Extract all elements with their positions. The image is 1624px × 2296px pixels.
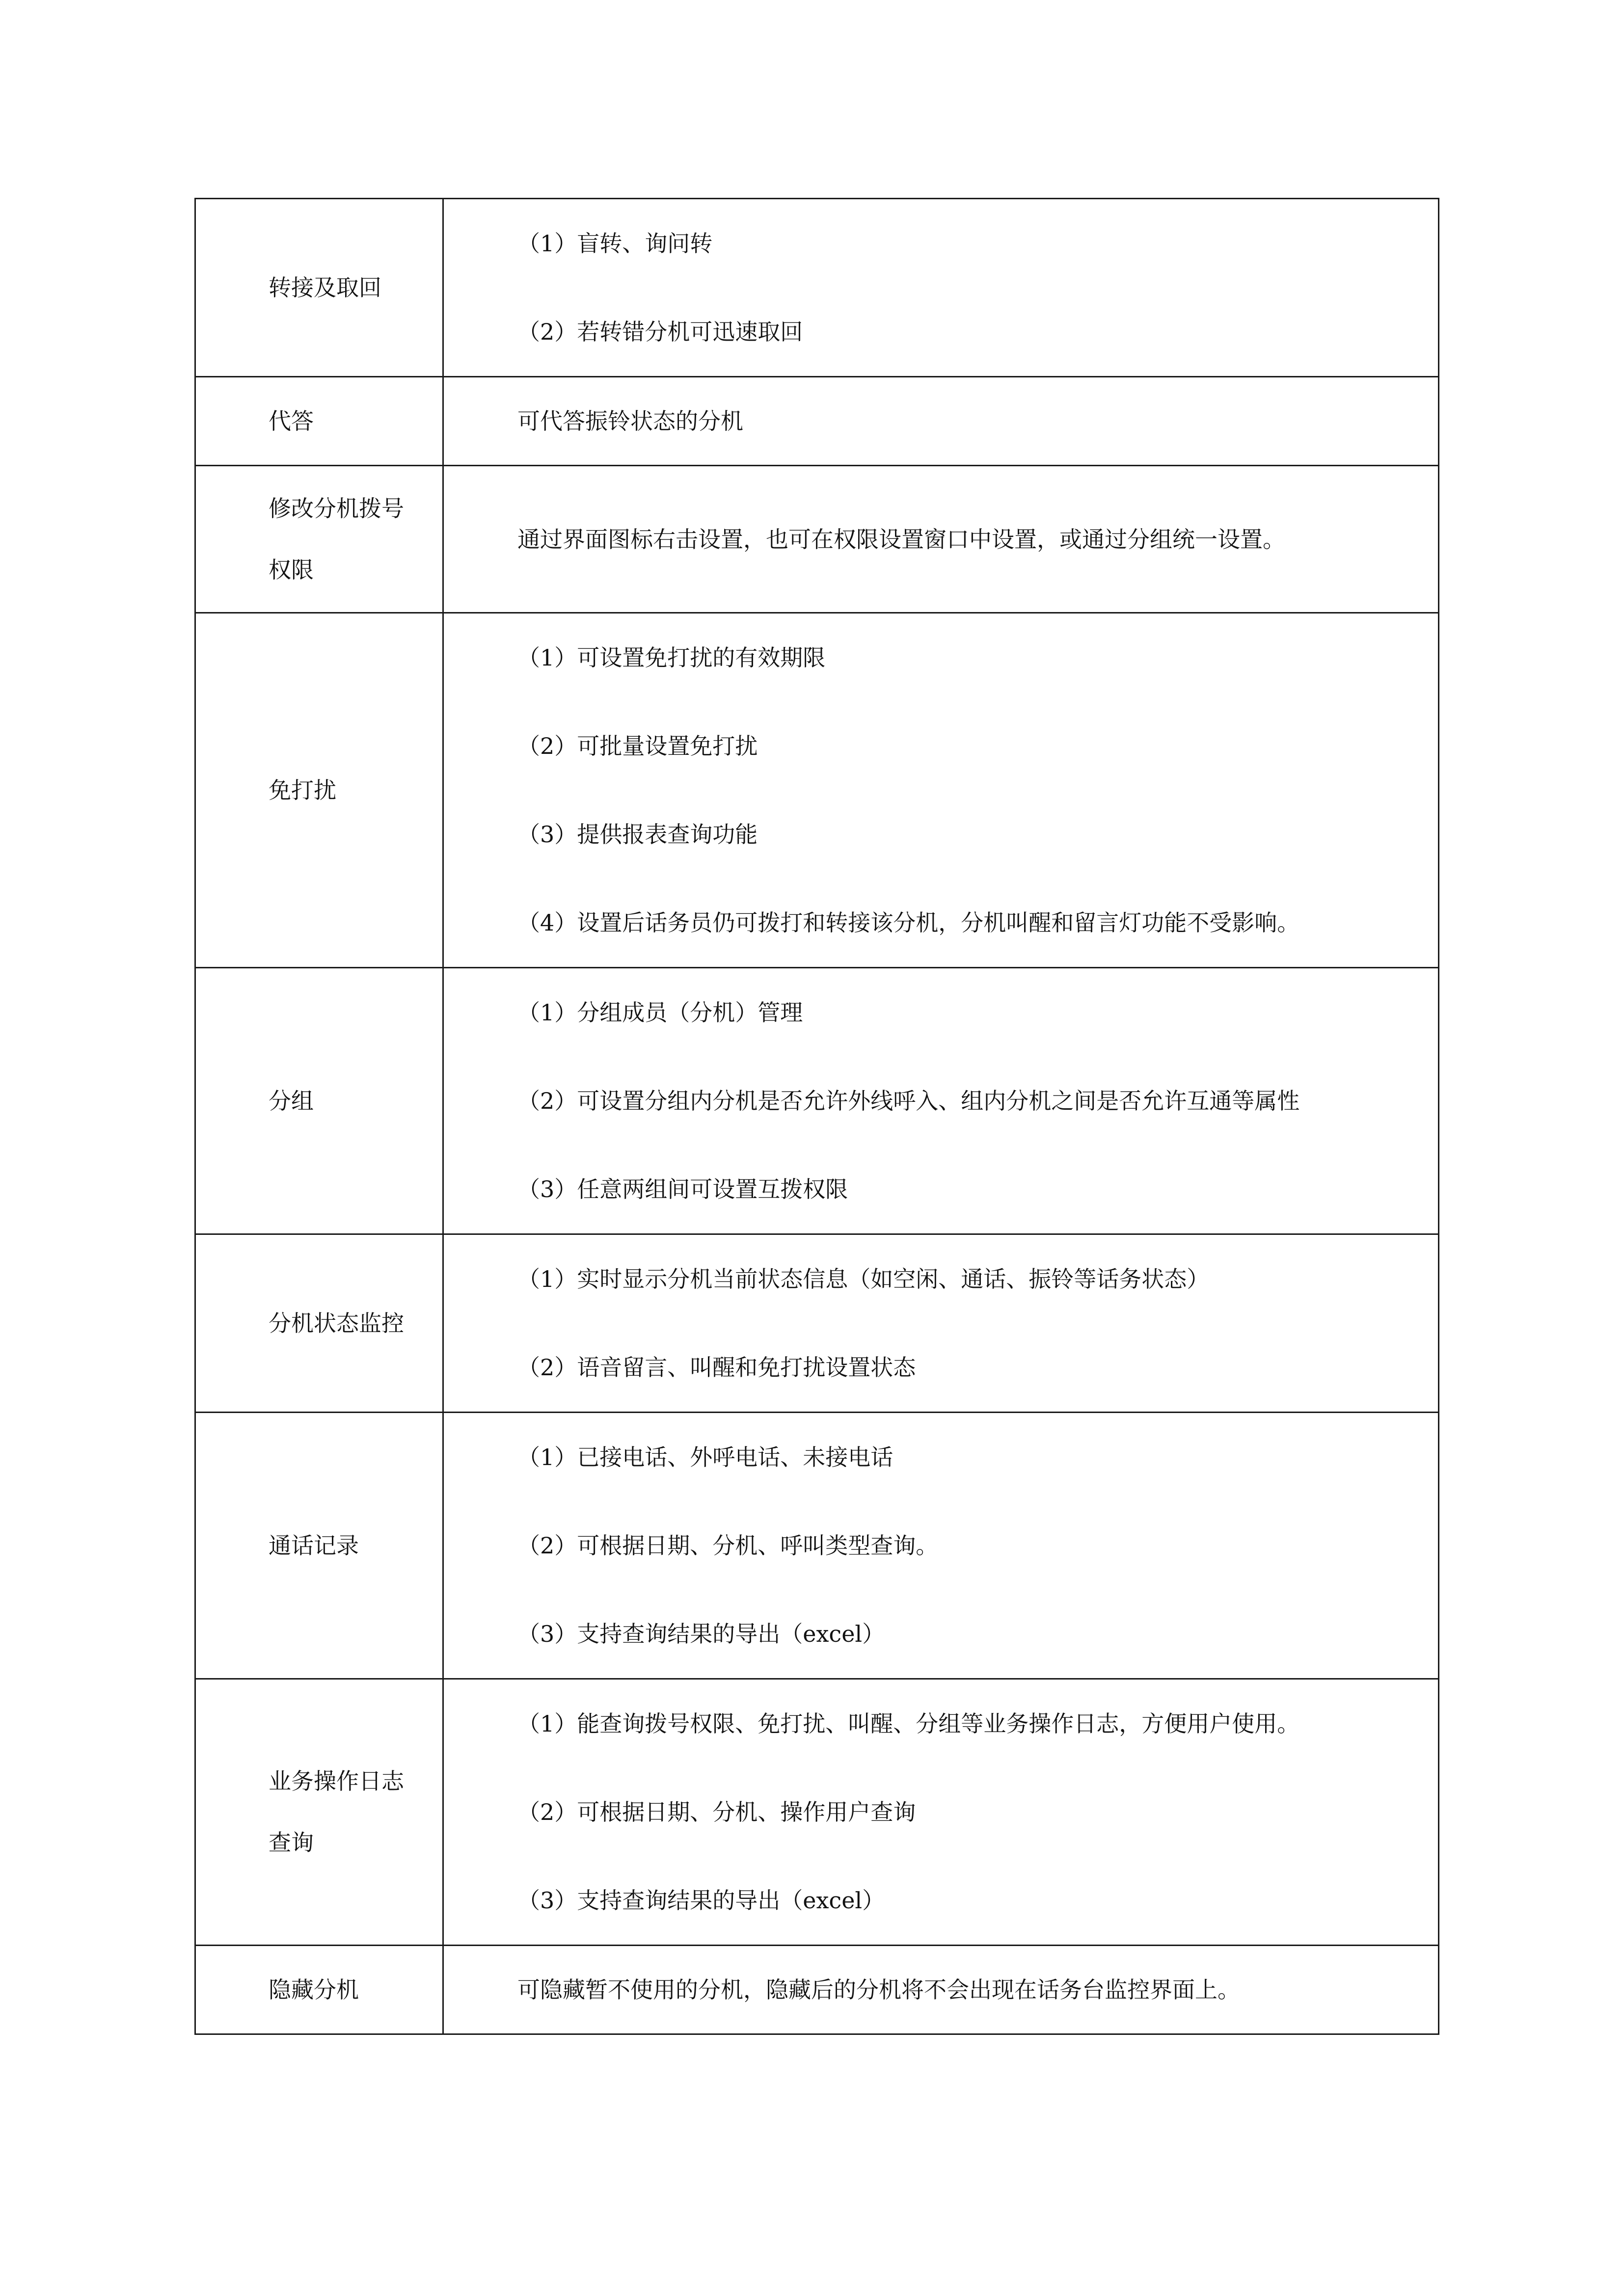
description-line: （1）已接电话、外呼电话、未接电话 bbox=[517, 1444, 893, 1470]
feature-name-cell bbox=[195, 466, 443, 613]
description-line: （1）可设置免打扰的有效期限 bbox=[517, 644, 826, 671]
feature-table bbox=[194, 198, 1439, 2035]
description-line: 可代答振铃状态的分机 bbox=[517, 408, 743, 434]
feature-name: 转接及取回 bbox=[269, 274, 381, 301]
feature-description-cell bbox=[443, 199, 1439, 377]
table-row bbox=[195, 466, 1439, 613]
feature-name-cell bbox=[195, 377, 443, 466]
table-row bbox=[195, 1413, 1439, 1679]
feature-description-cell bbox=[443, 613, 1439, 968]
table-row bbox=[195, 613, 1439, 968]
feature-description-cell bbox=[443, 466, 1439, 613]
description-line: （1）能查询拨号权限、免打扰、叫醒、分组等业务操作日志，方便用户使用。 bbox=[517, 1710, 1300, 1737]
table-row bbox=[195, 377, 1439, 466]
description-line: （1）盲转、询问转 bbox=[517, 230, 713, 257]
feature-name-cell bbox=[195, 1413, 443, 1679]
feature-description-cell bbox=[443, 1946, 1439, 2034]
feature-name-cell bbox=[195, 968, 443, 1234]
feature-name: 隐藏分机 bbox=[269, 1976, 359, 2003]
description-line: （1）分组成员（分机）管理 bbox=[517, 999, 803, 1026]
feature-name-cell bbox=[195, 199, 443, 377]
feature-description-cell bbox=[443, 1413, 1439, 1679]
table-row bbox=[195, 968, 1439, 1234]
description-line: （2）可设置分组内分机是否允许外线呼入、组内分机之间是否允许互通等属性 bbox=[517, 1088, 1300, 1114]
table-row bbox=[195, 1679, 1439, 1946]
feature-name-cell bbox=[195, 1234, 443, 1413]
description-line: 可隐藏暂不使用的分机，隐藏后的分机将不会出现在话务台监控界面上。 bbox=[517, 1976, 1240, 2003]
feature-name: 业务操作日志 查询 bbox=[269, 1768, 404, 1856]
feature-name-cell bbox=[195, 1679, 443, 1946]
feature-name: 修改分机拨号 权限 bbox=[269, 495, 404, 583]
description-line: （3）提供报表查询功能 bbox=[517, 821, 758, 848]
description-line: 通过界面图标右击设置，也可在权限设置窗口中设置，或通过分组统一设置。 bbox=[517, 526, 1285, 553]
description-line: （3）支持查询结果的导出（excel） bbox=[517, 1887, 885, 1914]
feature-name: 代答 bbox=[269, 407, 314, 434]
description-line: （1）实时显示分机当前状态信息（如空闲、通话、振铃等话务状态） bbox=[517, 1266, 1210, 1292]
feature-name: 通话记录 bbox=[269, 1532, 359, 1559]
feature-description-cell bbox=[443, 968, 1439, 1234]
description-line: （4）设置后话务员仍可拨打和转接该分机，分机叫醒和留言灯功能不受影响。 bbox=[517, 909, 1300, 936]
description-line: （2）可批量设置免打扰 bbox=[517, 733, 758, 759]
description-line: （2）若转错分机可迅速取回 bbox=[517, 319, 803, 345]
feature-description-cell bbox=[443, 377, 1439, 466]
table-row bbox=[195, 199, 1439, 377]
feature-description-cell bbox=[443, 1679, 1439, 1946]
feature-description-cell bbox=[443, 1234, 1439, 1413]
description-line: （2）可根据日期、分机、呼叫类型查询。 bbox=[517, 1532, 939, 1559]
feature-name-cell bbox=[195, 1946, 443, 2034]
description-line: （3）任意两组间可设置互拨权限 bbox=[517, 1176, 848, 1202]
feature-name: 分机状态监控 bbox=[269, 1309, 404, 1336]
feature-name: 免打扰 bbox=[269, 776, 336, 803]
description-line: （2）可根据日期、分机、操作用户查询 bbox=[517, 1799, 916, 1825]
feature-name: 分组 bbox=[269, 1087, 314, 1114]
feature-name-cell bbox=[195, 613, 443, 968]
table-row bbox=[195, 1946, 1439, 2034]
table-row bbox=[195, 1234, 1439, 1413]
description-line: （2）语音留言、叫醒和免打扰设置状态 bbox=[517, 1354, 916, 1381]
description-line: （3）支持查询结果的导出（excel） bbox=[517, 1621, 885, 1647]
